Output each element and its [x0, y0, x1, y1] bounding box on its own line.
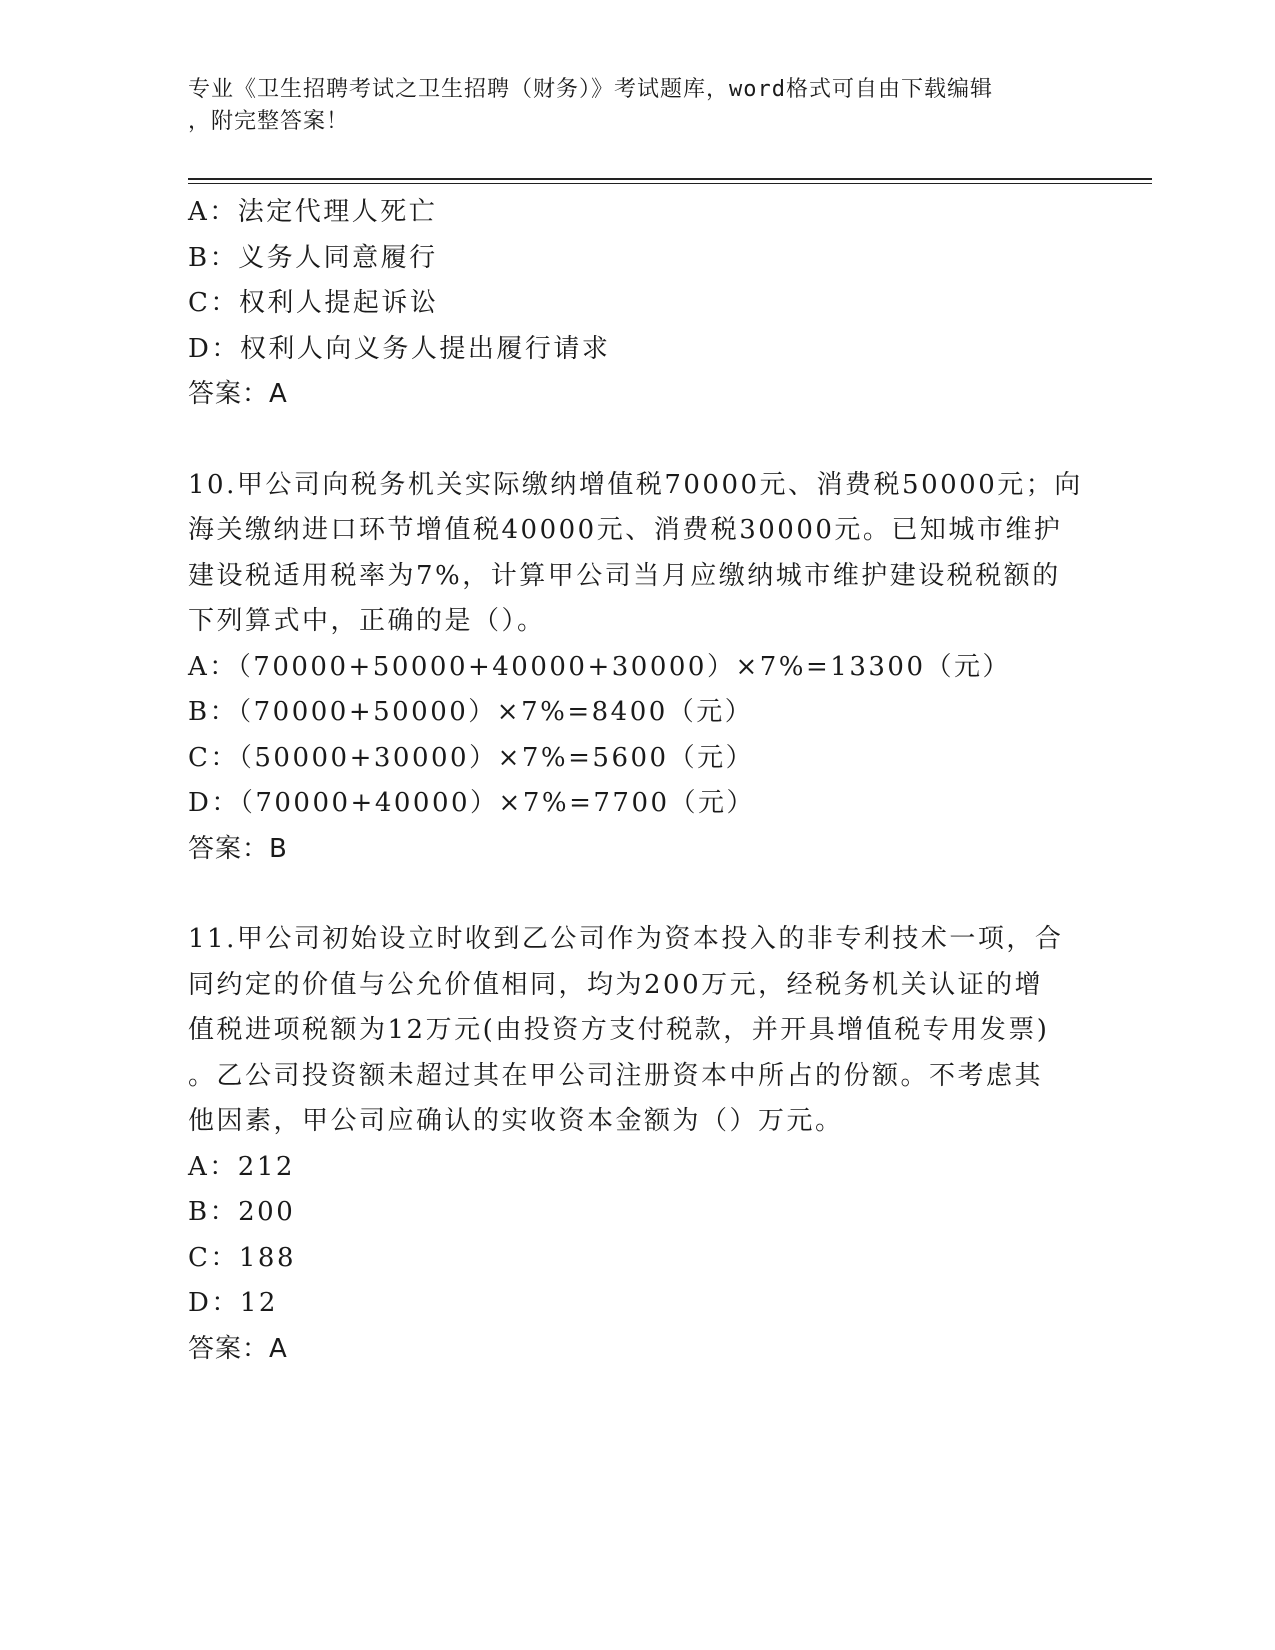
answer-line: 答案：A	[188, 1333, 288, 1364]
question-text-line: 他因素，甲公司应确认的实收资本金额为（）万元。	[188, 1106, 844, 1136]
header-line-1: 专业《卫生招聘考试之卫生招聘（财务）》考试题库，word格式可自由下载编辑	[188, 77, 993, 102]
header-line-2: ，附完整答案！	[188, 109, 350, 134]
question-text-line: 。乙公司投资额未超过其在甲公司注册资本中所占的份额。不考虑其	[188, 1060, 1044, 1091]
option-b: B：200	[188, 1197, 296, 1227]
option-d: D：（70000+40000）×7%=7700（元）	[188, 788, 756, 818]
option-a: A：（70000+50000+40000+30000）×7%=13300（元）	[188, 651, 1011, 682]
answer-line: 答案：A	[188, 379, 288, 409]
question-text-line: 10.甲公司向税务机关实际缴纳增值税70000元、消费税50000元；向	[188, 469, 1083, 500]
answer-line: 答案：B	[188, 833, 288, 864]
question-text-line: 11.甲公司初始设立时收到乙公司作为资本投入的非专利技术一项，合	[188, 924, 1064, 954]
question-text-line: 值税进项税额为12万元(由投资方支付税款，并开具增值税专用发票)	[188, 1015, 1050, 1045]
option-b: B：义务人同意履行	[188, 242, 438, 273]
option-c: C：188	[188, 1242, 297, 1273]
question-block-10	[188, 463, 1088, 873]
question-text-line: 下列算式中，正确的是（）。	[188, 606, 546, 636]
option-a: A：212	[188, 1151, 295, 1182]
question-block-9	[188, 190, 1088, 418]
option-d: D：12	[188, 1288, 278, 1318]
question-text-line: 海关缴纳进口环节增值税40000元、消费税30000元。已知城市维护	[188, 515, 1063, 545]
option-d: D：权利人向义务人提出履行请求	[188, 333, 611, 364]
option-c: C：（50000+30000）×7%=5600（元）	[188, 742, 755, 773]
question-block-11	[188, 917, 1088, 1372]
document-header	[188, 74, 1068, 138]
option-c: C：权利人提起诉讼	[188, 288, 439, 318]
option-a: A：法定代理人死亡	[188, 197, 438, 227]
option-b: B：（70000+50000）×7%=8400（元）	[188, 697, 754, 727]
header-divider	[188, 178, 1152, 184]
question-text-line: 同约定的价值与公允价值相同，均为200万元，经税务机关认证的增	[188, 969, 1044, 1000]
question-list	[188, 190, 1088, 1372]
question-text-line: 建设税适用税率为7%，计算甲公司当月应缴纳城市维护建设税税额的	[188, 560, 1061, 591]
